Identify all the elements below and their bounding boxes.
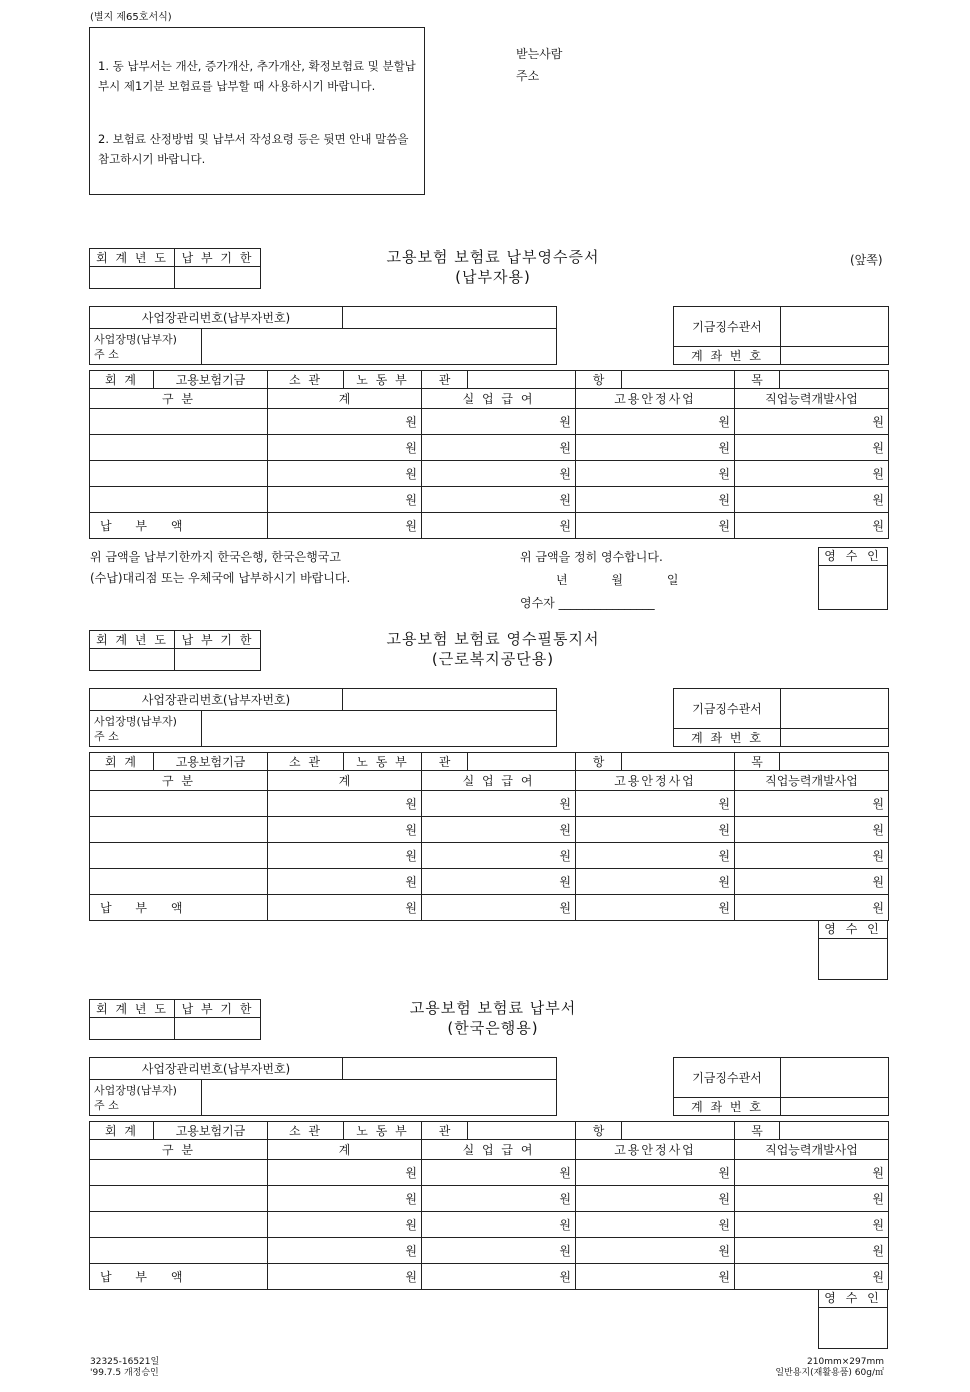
unemployment-amount-cell[interactable] [422,1238,576,1264]
total-amount-cell[interactable] [268,409,422,435]
vocational-dev-amount-cell[interactable] [735,895,889,921]
fiscal-year-field[interactable] [90,267,175,289]
total-row [90,513,889,539]
won-unit: 원 [405,493,417,507]
receipt-date: 년 월 일 [556,573,679,587]
section-title: 고용보험 보험료 납부영수증서 [386,248,600,266]
receipt-stamp-box[interactable] [818,547,888,610]
unemployment-amount-cell[interactable] [422,1186,576,1212]
total-amount-cell[interactable] [268,1160,422,1186]
total-amount-cell[interactable] [268,513,422,539]
instruction-line-1: 위 금액을 납부기한까지 한국은행, 한국은행국고 [90,550,341,564]
hang-label: 항 [576,1122,622,1140]
recipient-label: 받는사람 [516,47,563,61]
fiscal-year-field[interactable] [90,1018,175,1040]
total-amount-cell[interactable] [268,435,422,461]
total-row [90,895,889,921]
biz-name-address-label: 사업장명(납부자) 주 소 [90,1080,202,1116]
won-unit: 원 [718,823,730,837]
employment-stability-amount-cell[interactable] [576,817,735,843]
total-amount-cell[interactable] [268,817,422,843]
total-row [90,1264,889,1290]
won-unit: 원 [559,1270,571,1284]
category-cell[interactable] [90,843,268,869]
total-amount-cell[interactable] [268,791,422,817]
header-category: 구 분 [90,389,268,409]
gwan-label: 관 [422,753,468,771]
biz-no-field[interactable] [343,689,557,711]
amount-header-row [90,771,889,791]
total-amount-cell[interactable] [268,1186,422,1212]
won-unit: 원 [405,1192,417,1206]
employment-stability-amount-cell[interactable] [576,1238,735,1264]
jurisdiction-label: 소 관 [268,371,344,389]
hang-label: 항 [576,371,622,389]
amount-row [90,409,889,435]
won-unit: 원 [405,467,417,481]
total-amount-cell[interactable] [268,487,422,513]
gwan-field[interactable] [468,1122,576,1140]
unemployment-amount-cell[interactable] [422,1160,576,1186]
receipt-stamp-box[interactable] [818,1289,888,1349]
category-cell[interactable] [90,895,268,921]
vocational-dev-amount-cell[interactable] [735,1264,889,1290]
header-employment-stability: 고용안정사업 [576,1140,735,1160]
agency-field[interactable] [781,307,889,347]
won-unit: 원 [718,467,730,481]
won-unit: 원 [405,901,417,915]
agency-label: 기금징수관서 [674,1058,781,1098]
agency-field[interactable] [781,689,889,729]
won-unit: 원 [872,1244,884,1258]
hang-field[interactable] [622,1122,735,1140]
acct-label: 회 계 [90,1122,154,1140]
biz-no-label: 사업장관리번호(납부자번호) [90,689,343,711]
due-date-field[interactable] [175,1018,261,1040]
vocational-dev-amount-cell[interactable] [735,487,889,513]
fiscal-year-label: 회 계 년 도 [90,631,175,649]
won-unit: 원 [559,1244,571,1258]
biz-name-address-field[interactable] [202,329,557,365]
recipient-address: 주소 [516,69,540,83]
won-unit: 원 [872,875,884,889]
won-unit: 원 [718,797,730,811]
vocational-dev-amount-cell[interactable] [735,461,889,487]
section-subtitle: (한국은행용) [447,1019,539,1037]
amount-row [90,1238,889,1264]
amount-row [90,435,889,461]
won-unit: 원 [559,797,571,811]
total-amount-cell[interactable] [268,869,422,895]
won-unit: 원 [405,415,417,429]
hang-field[interactable] [622,753,735,771]
won-unit: 원 [718,849,730,863]
vocational-dev-amount-cell[interactable] [735,1186,889,1212]
vocational-dev-amount-cell[interactable] [735,869,889,895]
receipt-stamp-box[interactable] [818,920,888,980]
category-cell[interactable] [90,1186,268,1212]
employment-stability-amount-cell[interactable] [576,1264,735,1290]
amount-header-row [90,389,889,409]
due-date-field[interactable] [175,649,261,671]
category-cell[interactable] [90,1212,268,1238]
vocational-dev-amount-cell[interactable] [735,1212,889,1238]
won-unit: 원 [559,901,571,915]
employment-stability-amount-cell[interactable] [576,409,735,435]
header-employment-stability: 고용안정사업 [576,771,735,791]
business-table [89,1057,557,1116]
amount-row [90,1160,889,1186]
due-date-field[interactable] [175,267,261,289]
amount-row [90,791,889,817]
won-unit: 원 [872,1218,884,1232]
ministry-label: 노 동 부 [344,753,422,771]
gwan-field[interactable] [468,753,576,771]
agency-table [673,1057,889,1116]
won-unit: 원 [559,415,571,429]
stamp-label: 영 수 인 [819,548,887,566]
business-table [89,688,557,747]
total-amount-cell[interactable] [268,461,422,487]
won-unit: 원 [559,441,571,455]
unemployment-amount-cell[interactable] [422,409,576,435]
biz-name-address-field[interactable] [202,711,557,747]
biz-no-label: 사업장관리번호(납부자번호) [90,307,343,329]
category-cell[interactable] [90,1264,268,1290]
account-label: 계 좌 번 호 [674,729,781,747]
receipt-text: 위 금액을 정히 영수합니다. [520,550,663,564]
jurisdiction-label: 소 관 [268,1122,344,1140]
ministry-label: 노 동 부 [344,371,422,389]
notice-2: 2. 보험료 산정방법 및 납부서 작성요령 등은 뒷면 안내 말씀을 참고하시기 바랍니다. [98,132,409,166]
unemployment-amount-cell[interactable] [422,461,576,487]
won-unit: 원 [718,875,730,889]
employment-stability-amount-cell[interactable] [576,1160,735,1186]
vocational-dev-amount-cell[interactable] [735,791,889,817]
account-label: 계 좌 번 호 [674,1098,781,1116]
biz-no-field[interactable] [343,1058,557,1080]
acct-label: 회 계 [90,753,154,771]
employment-stability-amount-cell[interactable] [576,487,735,513]
total-label: 납 부 액 [100,519,193,533]
vocational-dev-amount-cell[interactable] [735,843,889,869]
won-unit: 원 [872,1192,884,1206]
gwan-label: 관 [422,371,468,389]
employment-stability-amount-cell[interactable] [576,869,735,895]
fiscal-year-label: 회 계 년 도 [90,1000,175,1018]
mok-field[interactable] [780,753,889,771]
amount-row [90,843,889,869]
amount-row [90,817,889,843]
amount-row [90,487,889,513]
won-unit: 원 [559,875,571,889]
acct-label: 회 계 [90,371,154,389]
won-unit: 원 [405,1270,417,1284]
vocational-dev-amount-cell[interactable] [735,817,889,843]
footer-code: 32325-16521일 [90,1357,160,1367]
category-cell[interactable] [90,513,268,539]
due-date-label: 납 부 기 한 [175,631,261,649]
employment-stability-amount-cell[interactable] [576,843,735,869]
employment-stability-amount-cell[interactable] [576,435,735,461]
total-amount-cell[interactable] [268,843,422,869]
won-unit: 원 [872,797,884,811]
year-due-table [89,248,261,289]
ministry-label: 노 동 부 [344,1122,422,1140]
category-cell[interactable] [90,817,268,843]
hang-field[interactable] [622,371,735,389]
mok-field[interactable] [780,371,889,389]
category-cell[interactable] [90,1160,268,1186]
notice-box [89,27,425,195]
year-due-table [89,630,261,671]
mok-label: 목 [735,371,780,389]
mok-field[interactable] [780,1122,889,1140]
employment-stability-amount-cell[interactable] [576,895,735,921]
won-unit: 원 [559,467,571,481]
won-unit: 원 [559,1192,571,1206]
business-table [89,306,557,365]
employment-stability-amount-cell[interactable] [576,791,735,817]
amount-row [90,869,889,895]
won-unit: 원 [559,1218,571,1232]
form-number: (별지 제65호서식) [90,12,172,23]
employment-stability-amount-cell[interactable] [576,461,735,487]
won-unit: 원 [872,493,884,507]
amount-table [89,752,889,921]
won-unit: 원 [405,823,417,837]
unemployment-amount-cell[interactable] [422,1212,576,1238]
header-unemployment: 실 업 급 여 [422,389,576,409]
employment-stability-amount-cell[interactable] [576,1186,735,1212]
won-unit: 원 [872,1270,884,1284]
unemployment-amount-cell[interactable] [422,1264,576,1290]
total-label: 납 부 액 [100,901,193,915]
won-unit: 원 [405,849,417,863]
total-amount-cell[interactable] [268,1238,422,1264]
header-employment-stability: 고용안정사업 [576,389,735,409]
category-cell[interactable] [90,869,268,895]
agency-label: 기금징수관서 [674,307,781,347]
total-label: 납 부 액 [100,1270,193,1284]
won-unit: 원 [718,1218,730,1232]
header-total: 계 [268,389,422,409]
stamp-label: 영 수 인 [819,1290,887,1308]
instruction-line-2: (수납)대리점 또는 우체국에 납부하시기 바랍니다. [90,571,351,585]
won-unit: 원 [872,415,884,429]
vocational-dev-amount-cell[interactable] [735,1160,889,1186]
won-unit: 원 [872,467,884,481]
won-unit: 원 [872,519,884,533]
vocational-dev-amount-cell[interactable] [735,513,889,539]
account-field[interactable] [781,729,889,747]
agency-table [673,688,889,747]
header-total: 계 [268,771,422,791]
unemployment-amount-cell[interactable] [422,869,576,895]
total-amount-cell[interactable] [268,1264,422,1290]
won-unit: 원 [718,493,730,507]
footer-approval: '99.7.5 개정승인 [90,1368,159,1378]
employment-stability-amount-cell[interactable] [576,1212,735,1238]
amount-table [89,1121,889,1290]
amount-row [90,1212,889,1238]
won-unit: 원 [872,823,884,837]
fund-label: 고용보험기금 [154,371,268,389]
header-vocational-dev: 직업능력개발사업 [735,1140,889,1160]
category-cell[interactable] [90,409,268,435]
category-cell[interactable] [90,487,268,513]
unemployment-amount-cell[interactable] [422,843,576,869]
footer-size: 210mm×297mm [807,1357,884,1367]
jurisdiction-label: 소 관 [268,753,344,771]
won-unit: 원 [718,415,730,429]
employment-stability-amount-cell[interactable] [576,513,735,539]
unemployment-amount-cell[interactable] [422,435,576,461]
hang-label: 항 [576,753,622,771]
unemployment-amount-cell[interactable] [422,895,576,921]
won-unit: 원 [559,849,571,863]
won-unit: 원 [559,493,571,507]
front-label: (앞쪽) [850,253,883,267]
account-code-row [90,753,889,771]
won-unit: 원 [559,823,571,837]
account-field[interactable] [781,1098,889,1116]
won-unit: 원 [718,441,730,455]
amount-row [90,1186,889,1212]
won-unit: 원 [559,1166,571,1180]
due-date-label: 납 부 기 한 [175,1000,261,1018]
gwan-field[interactable] [468,371,576,389]
agency-table [673,306,889,365]
category-cell[interactable] [90,435,268,461]
unemployment-amount-cell[interactable] [422,513,576,539]
won-unit: 원 [718,519,730,533]
year-due-table [89,999,261,1040]
section-0 [0,248,970,628]
won-unit: 원 [718,1166,730,1180]
agency-label: 기금징수관서 [674,689,781,729]
amount-row [90,461,889,487]
unemployment-amount-cell[interactable] [422,817,576,843]
fiscal-year-field[interactable] [90,649,175,671]
due-date-label: 납 부 기 한 [175,249,261,267]
section-2 [0,999,970,1379]
won-unit: 원 [718,1192,730,1206]
won-unit: 원 [718,1244,730,1258]
unemployment-amount-cell[interactable] [422,791,576,817]
account-code-row [90,1122,889,1140]
fiscal-year-label: 회 계 년 도 [90,249,175,267]
mok-label: 목 [735,753,780,771]
biz-name-address-field[interactable] [202,1080,557,1116]
won-unit: 원 [872,901,884,915]
header-vocational-dev: 직업능력개발사업 [735,771,889,791]
biz-no-field[interactable] [343,307,557,329]
agency-field[interactable] [781,1058,889,1098]
section-subtitle: (근로복지공단용) [431,650,555,668]
footer-paper: 일반용지(재활용품) 60g/㎡ [775,1368,884,1378]
total-amount-cell[interactable] [268,1212,422,1238]
receiver-line[interactable]: 영수자 ________________ [520,596,655,610]
mok-label: 목 [735,1122,780,1140]
section-subtitle: (납부자용) [455,268,531,286]
won-unit: 원 [405,519,417,533]
header-vocational-dev: 직업능력개발사업 [735,389,889,409]
section-title: 고용보험 보험료 영수필통지서 [386,630,600,648]
amount-header-row [90,1140,889,1160]
vocational-dev-amount-cell[interactable] [735,435,889,461]
biz-name-address-label: 사업장명(납부자) 주 소 [90,329,202,365]
biz-no-label: 사업장관리번호(납부자번호) [90,1058,343,1080]
account-field[interactable] [781,347,889,365]
header-category: 구 분 [90,771,268,791]
header-unemployment: 실 업 급 여 [422,771,576,791]
header-category: 구 분 [90,1140,268,1160]
section-title: 고용보험 보험료 납부서 [409,999,577,1017]
header-total: 계 [268,1140,422,1160]
won-unit: 원 [405,1218,417,1232]
vocational-dev-amount-cell[interactable] [735,409,889,435]
stamp-label: 영 수 인 [819,921,887,939]
won-unit: 원 [559,519,571,533]
total-amount-cell[interactable] [268,895,422,921]
vocational-dev-amount-cell[interactable] [735,1238,889,1264]
category-cell[interactable] [90,461,268,487]
header-unemployment: 실 업 급 여 [422,1140,576,1160]
fund-label: 고용보험기금 [154,1122,268,1140]
gwan-label: 관 [422,1122,468,1140]
won-unit: 원 [405,1244,417,1258]
category-cell[interactable] [90,1238,268,1264]
section-1 [0,630,970,1010]
won-unit: 원 [405,1166,417,1180]
amount-table [89,370,889,539]
won-unit: 원 [405,441,417,455]
won-unit: 원 [718,901,730,915]
unemployment-amount-cell[interactable] [422,487,576,513]
notice-1: 1. 동 납부서는 개산, 증가개산, 추가개산, 확정보험료 및 분할납부시 제1기분 보험료를 납부할 때 사용하시기 바랍니다. [98,59,416,93]
won-unit: 원 [872,441,884,455]
won-unit: 원 [872,1166,884,1180]
account-code-row [90,371,889,389]
biz-name-address-label: 사업장명(납부자) 주 소 [90,711,202,747]
won-unit: 원 [872,849,884,863]
category-cell[interactable] [90,791,268,817]
won-unit: 원 [405,797,417,811]
won-unit: 원 [718,1270,730,1284]
won-unit: 원 [405,875,417,889]
account-label: 계 좌 번 호 [674,347,781,365]
fund-label: 고용보험기금 [154,753,268,771]
